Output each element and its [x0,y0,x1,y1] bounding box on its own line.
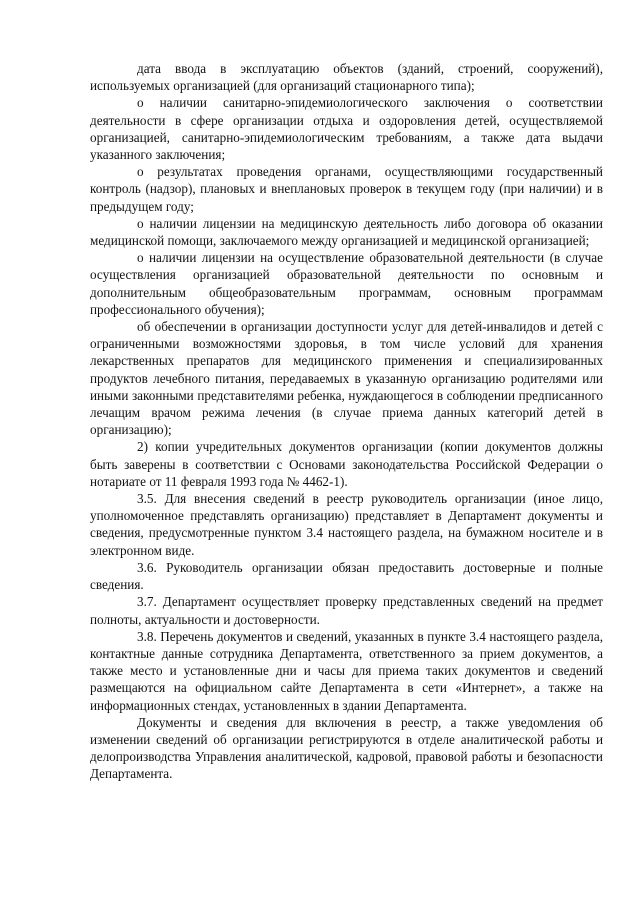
paragraph-clause-3-8: 3.8. Перечень документов и сведений, указанных в пункте 3.4 настоящего раздела, контактные данные сотрудника Департамента, ответственного за прием документов, а также место и установленные дни и часы для приема таких документов и сведений размещаются на официальном сайте Департамента в сети «Интернет», а также на информационных стендах, установленных в здании Департамента. [90,628,603,713]
paragraph-clause-3-6: 3.6. Руководитель организации обязан предоставить достоверные и полные сведения. [90,559,603,593]
paragraph-founding-documents: 2) копии учредительных документов организации (копии документов должны быть заверены в соответствии с Основами законодательства Российской Федерации о нотариате от 11 февраля 1993 года № 4462-1). [90,439,603,489]
paragraph-clause-3-5: 3.5. Для внесения сведений в реестр руководитель организации (иное лицо, уполномоченное представлять организацию) представляет в Департамент документы и сведения, предусмотренные пунктом 3.4 настоящего раздела, на бумажном носителе и в электронном виде. [90,491,603,558]
paragraph-registration: Документы и сведения для включения в реестр, а также уведомления об изменении сведений об организации регистрируются в отделе аналитической работы и делопроизводства Управления аналитической, кадровой, правовой работы и безопасности Департамента. [90,714,603,782]
paragraph-clause-3-7: 3.7. Департамент осуществляет проверку представленных сведений на предмет полноты, актуальности и достоверности. [90,594,603,627]
paragraph-commissioning-date: дата ввода в эксплуатацию объектов (зданий, строений, сооружений), используемых организацией (для организаций стационарного типа); [90,61,603,94]
paragraph-sanitary-conclusion: о наличии санитарно-эпидемиологического заключения о соответствии деятельности в сфере организации отдыха и оздоровления детей, осуществляемой организацией, санитарно-эпидемиологическим требованиям, а также дата выдачи указанного заключения; [90,95,603,163]
paragraph-accessibility: об обеспечении в организации доступности услуг для детей-инвалидов и детей с ограниченными возможностями здоровья, в том числе условий для хранения лекарственных препаратов для медицинского применения и специализированных продуктов лечебного питания, передаваемых в указанную организацию родителями или иными законными представителями ребенка, нуждающегося в соблюдении предписанного лечащим врачом режима лечения (в случае приема данных категорий детей в организацию); [90,319,603,438]
paragraph-medical-license: о наличии лицензии на медицинскую деятельность либо договора об оказании медицинской помощи, заключаемого между организацией и медицинской организацией; [90,215,603,249]
paragraph-education-license: о наличии лицензии на осуществление образовательной деятельности (в случае осуществления организацией образовательной деятельности по основным и дополнительным общеобразовательным программам, основным программам профессионального обучения); [90,250,603,317]
document-page [90,60,603,783]
paragraph-inspection-results: о результатах проведения органами, осуществляющими государственный контроль (надзор), плановых и внеплановых проверок в текущем году (при наличии) и в предыдущем году; [90,164,603,214]
